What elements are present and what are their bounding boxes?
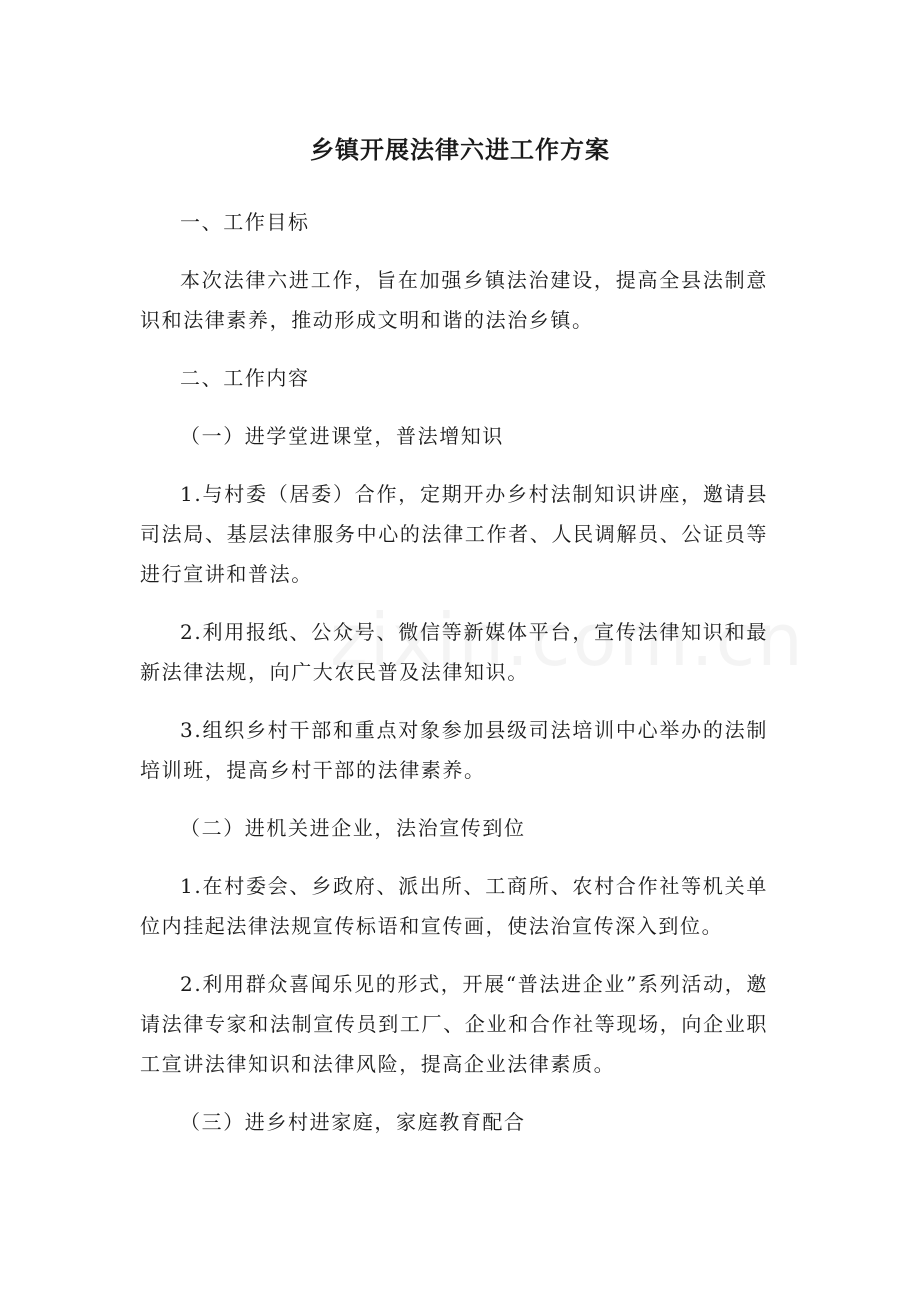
- subheading-school: （一）进学堂进课堂，普法增知识: [180, 424, 504, 448]
- subheading-villages: （三）进乡村进家庭，家庭教育配合: [180, 1110, 526, 1134]
- paragraph-item-2-2: 2.利用群众喜闻乐见的形式，开展“普法进企业”系列活动，邀请法律专家和法制宣传员到工厂、企业和合作社等现场，向企业职工宣讲法律知识和法律风险，提高企业法律素质。: [140, 972, 768, 1076]
- subheading-agencies: （二）进机关进企业，法治宣传到位: [180, 816, 526, 840]
- heading-work-goal: 一、工作目标: [180, 210, 310, 234]
- paragraph-item-1-3: 3.组织乡村干部和重点对象参加县级司法培训中心举办的法制培训班，提高乡村干部的法律素养。: [140, 718, 768, 782]
- document-body: [140, 202, 768, 1142]
- paragraph-item-1-2: 2.利用报纸、公众号、微信等新媒体平台，宣传法律知识和最新法律法规，向广大农民普及法律知识。: [140, 620, 768, 684]
- document-title: 乡镇开展法律六进工作方案: [310, 136, 610, 164]
- paragraph-goal-text: 本次法律六进工作，旨在加强乡镇法治建设，提高全县法制意识和法律素养，推动形成文明和谐的法治乡镇。: [140, 268, 768, 332]
- heading-work-content: 二、工作内容: [180, 366, 310, 390]
- paragraph-item-1-1: 1.与村委（居委）合作，定期开办乡村法制知识讲座，邀请县司法局、基层法律服务中心的法律工作者、人民调解员、公证员等进行宣讲和普法。: [140, 482, 768, 586]
- paragraph-item-2-1: 1.在村委会、乡政府、派出所、工商所、农村合作社等机关单位内挂起法律法规宣传标语和宣传画，使法治宣传深入到位。: [140, 874, 768, 938]
